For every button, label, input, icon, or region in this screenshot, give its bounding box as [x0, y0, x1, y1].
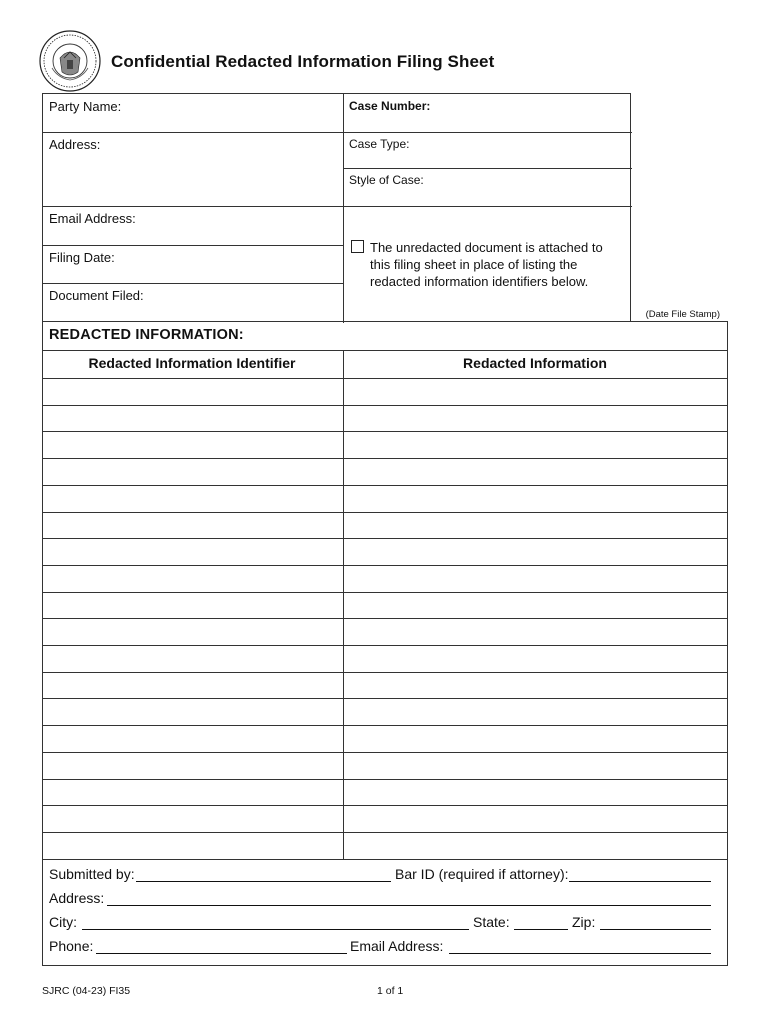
divider [43, 206, 343, 207]
address-field[interactable]: Address: [49, 137, 101, 152]
form-code: SJRC (04-23) FI35 [42, 985, 131, 997]
submitted-by-field[interactable] [136, 881, 391, 882]
identifier-cell[interactable] [43, 832, 343, 859]
court-seal-logo [38, 28, 102, 94]
city-label: City: [49, 914, 77, 930]
table-row [43, 645, 727, 672]
identifier-cell[interactable] [43, 618, 343, 645]
submitted-by-label: Submitted by: [49, 866, 135, 882]
information-cell[interactable] [344, 725, 727, 752]
identifier-cell[interactable] [43, 645, 343, 672]
table-row [43, 698, 727, 725]
information-cell[interactable] [344, 431, 727, 458]
phone-label: Phone: [49, 938, 94, 954]
column-header-information: Redacted Information [463, 355, 607, 371]
style-of-case-field[interactable]: Style of Case: [349, 173, 424, 187]
identifier-cell[interactable] [43, 565, 343, 592]
table-row [43, 405, 727, 432]
information-cell[interactable] [344, 698, 727, 725]
table-row [43, 378, 727, 405]
identifier-cell[interactable] [43, 431, 343, 458]
divider [43, 132, 343, 133]
table-row [43, 512, 727, 539]
case-type-field[interactable]: Case Type: [349, 137, 410, 151]
identifier-cell[interactable] [43, 458, 343, 485]
submitter-email-label: Email Address: [350, 938, 444, 954]
table-row [43, 725, 727, 752]
table-row [43, 538, 727, 565]
information-cell[interactable] [344, 618, 727, 645]
information-cell[interactable] [344, 779, 727, 806]
information-cell[interactable] [344, 832, 727, 859]
case-number-field[interactable]: Case Number: [349, 99, 431, 113]
table-row [43, 485, 727, 512]
redacted-heading: REDACTED INFORMATION: [49, 327, 244, 343]
identifier-cell[interactable] [43, 725, 343, 752]
identifier-cell[interactable] [43, 752, 343, 779]
information-cell[interactable] [344, 592, 727, 619]
checkbox-label [370, 239, 625, 290]
party-name-field[interactable]: Party Name: [49, 99, 122, 114]
identifier-cell[interactable] [43, 698, 343, 725]
table-row [43, 752, 727, 779]
divider [343, 94, 344, 323]
information-cell[interactable] [344, 458, 727, 485]
identifier-cell[interactable] [43, 538, 343, 565]
submitter-address-label: Address: [49, 890, 105, 906]
table-row [43, 805, 727, 832]
table-row [43, 458, 727, 485]
submitter-email-field[interactable] [449, 953, 711, 954]
bar-id-field[interactable] [569, 881, 711, 882]
filing-date-field[interactable]: Filing Date: [49, 250, 115, 265]
information-cell[interactable] [344, 378, 727, 405]
information-cell[interactable] [344, 565, 727, 592]
information-cell[interactable] [344, 752, 727, 779]
table-row [43, 565, 727, 592]
information-cell[interactable] [344, 672, 727, 699]
information-cell[interactable] [344, 512, 727, 539]
information-cell[interactable] [344, 645, 727, 672]
bar-id-label: Bar ID (required if attorney): [395, 866, 569, 882]
identifier-cell[interactable] [43, 512, 343, 539]
unredacted-attached-checkbox[interactable] [351, 240, 364, 253]
date-file-stamp-label: (Date File Stamp) [645, 309, 720, 320]
identifier-cell[interactable] [43, 592, 343, 619]
state-field[interactable] [514, 929, 568, 930]
city-field[interactable] [82, 929, 469, 930]
document-filed-field[interactable]: Document Filed: [49, 288, 144, 303]
checkbox-label-line: The unredacted document is attached to [370, 240, 603, 255]
checkbox-label-line: redacted information identifiers below. [370, 274, 589, 289]
table-row [43, 779, 727, 806]
redacted-info-section [42, 321, 728, 966]
information-cell[interactable] [344, 805, 727, 832]
state-label: State: [473, 914, 510, 930]
row-divider [43, 859, 727, 860]
identifier-cell[interactable] [43, 378, 343, 405]
identifier-cell[interactable] [43, 672, 343, 699]
table-row [43, 672, 727, 699]
table-row [43, 832, 727, 859]
divider [43, 245, 343, 246]
divider [43, 283, 343, 284]
column-header-identifier: Redacted Information Identifier [88, 355, 296, 371]
table-row [43, 618, 727, 645]
page-title: Confidential Redacted Information Filing Sheet [111, 52, 495, 71]
divider [343, 206, 632, 207]
email-address-field[interactable]: Email Address: [49, 211, 136, 226]
divider [343, 168, 632, 169]
submitter-address-field[interactable] [107, 905, 711, 906]
zip-field[interactable] [600, 929, 711, 930]
identifier-cell[interactable] [43, 405, 343, 432]
divider [343, 132, 632, 133]
table-row [43, 592, 727, 619]
phone-field[interactable] [96, 953, 347, 954]
identifier-cell[interactable] [43, 485, 343, 512]
page-number: 1 of 1 [377, 985, 404, 997]
divider [43, 350, 727, 351]
information-cell[interactable] [344, 538, 727, 565]
identifier-cell[interactable] [43, 805, 343, 832]
identifier-cell[interactable] [43, 779, 343, 806]
table-row [43, 431, 727, 458]
information-cell[interactable] [344, 485, 727, 512]
zip-label: Zip: [572, 914, 596, 930]
information-cell[interactable] [344, 405, 727, 432]
checkbox-label-line: this filing sheet in place of listing the [370, 257, 578, 272]
